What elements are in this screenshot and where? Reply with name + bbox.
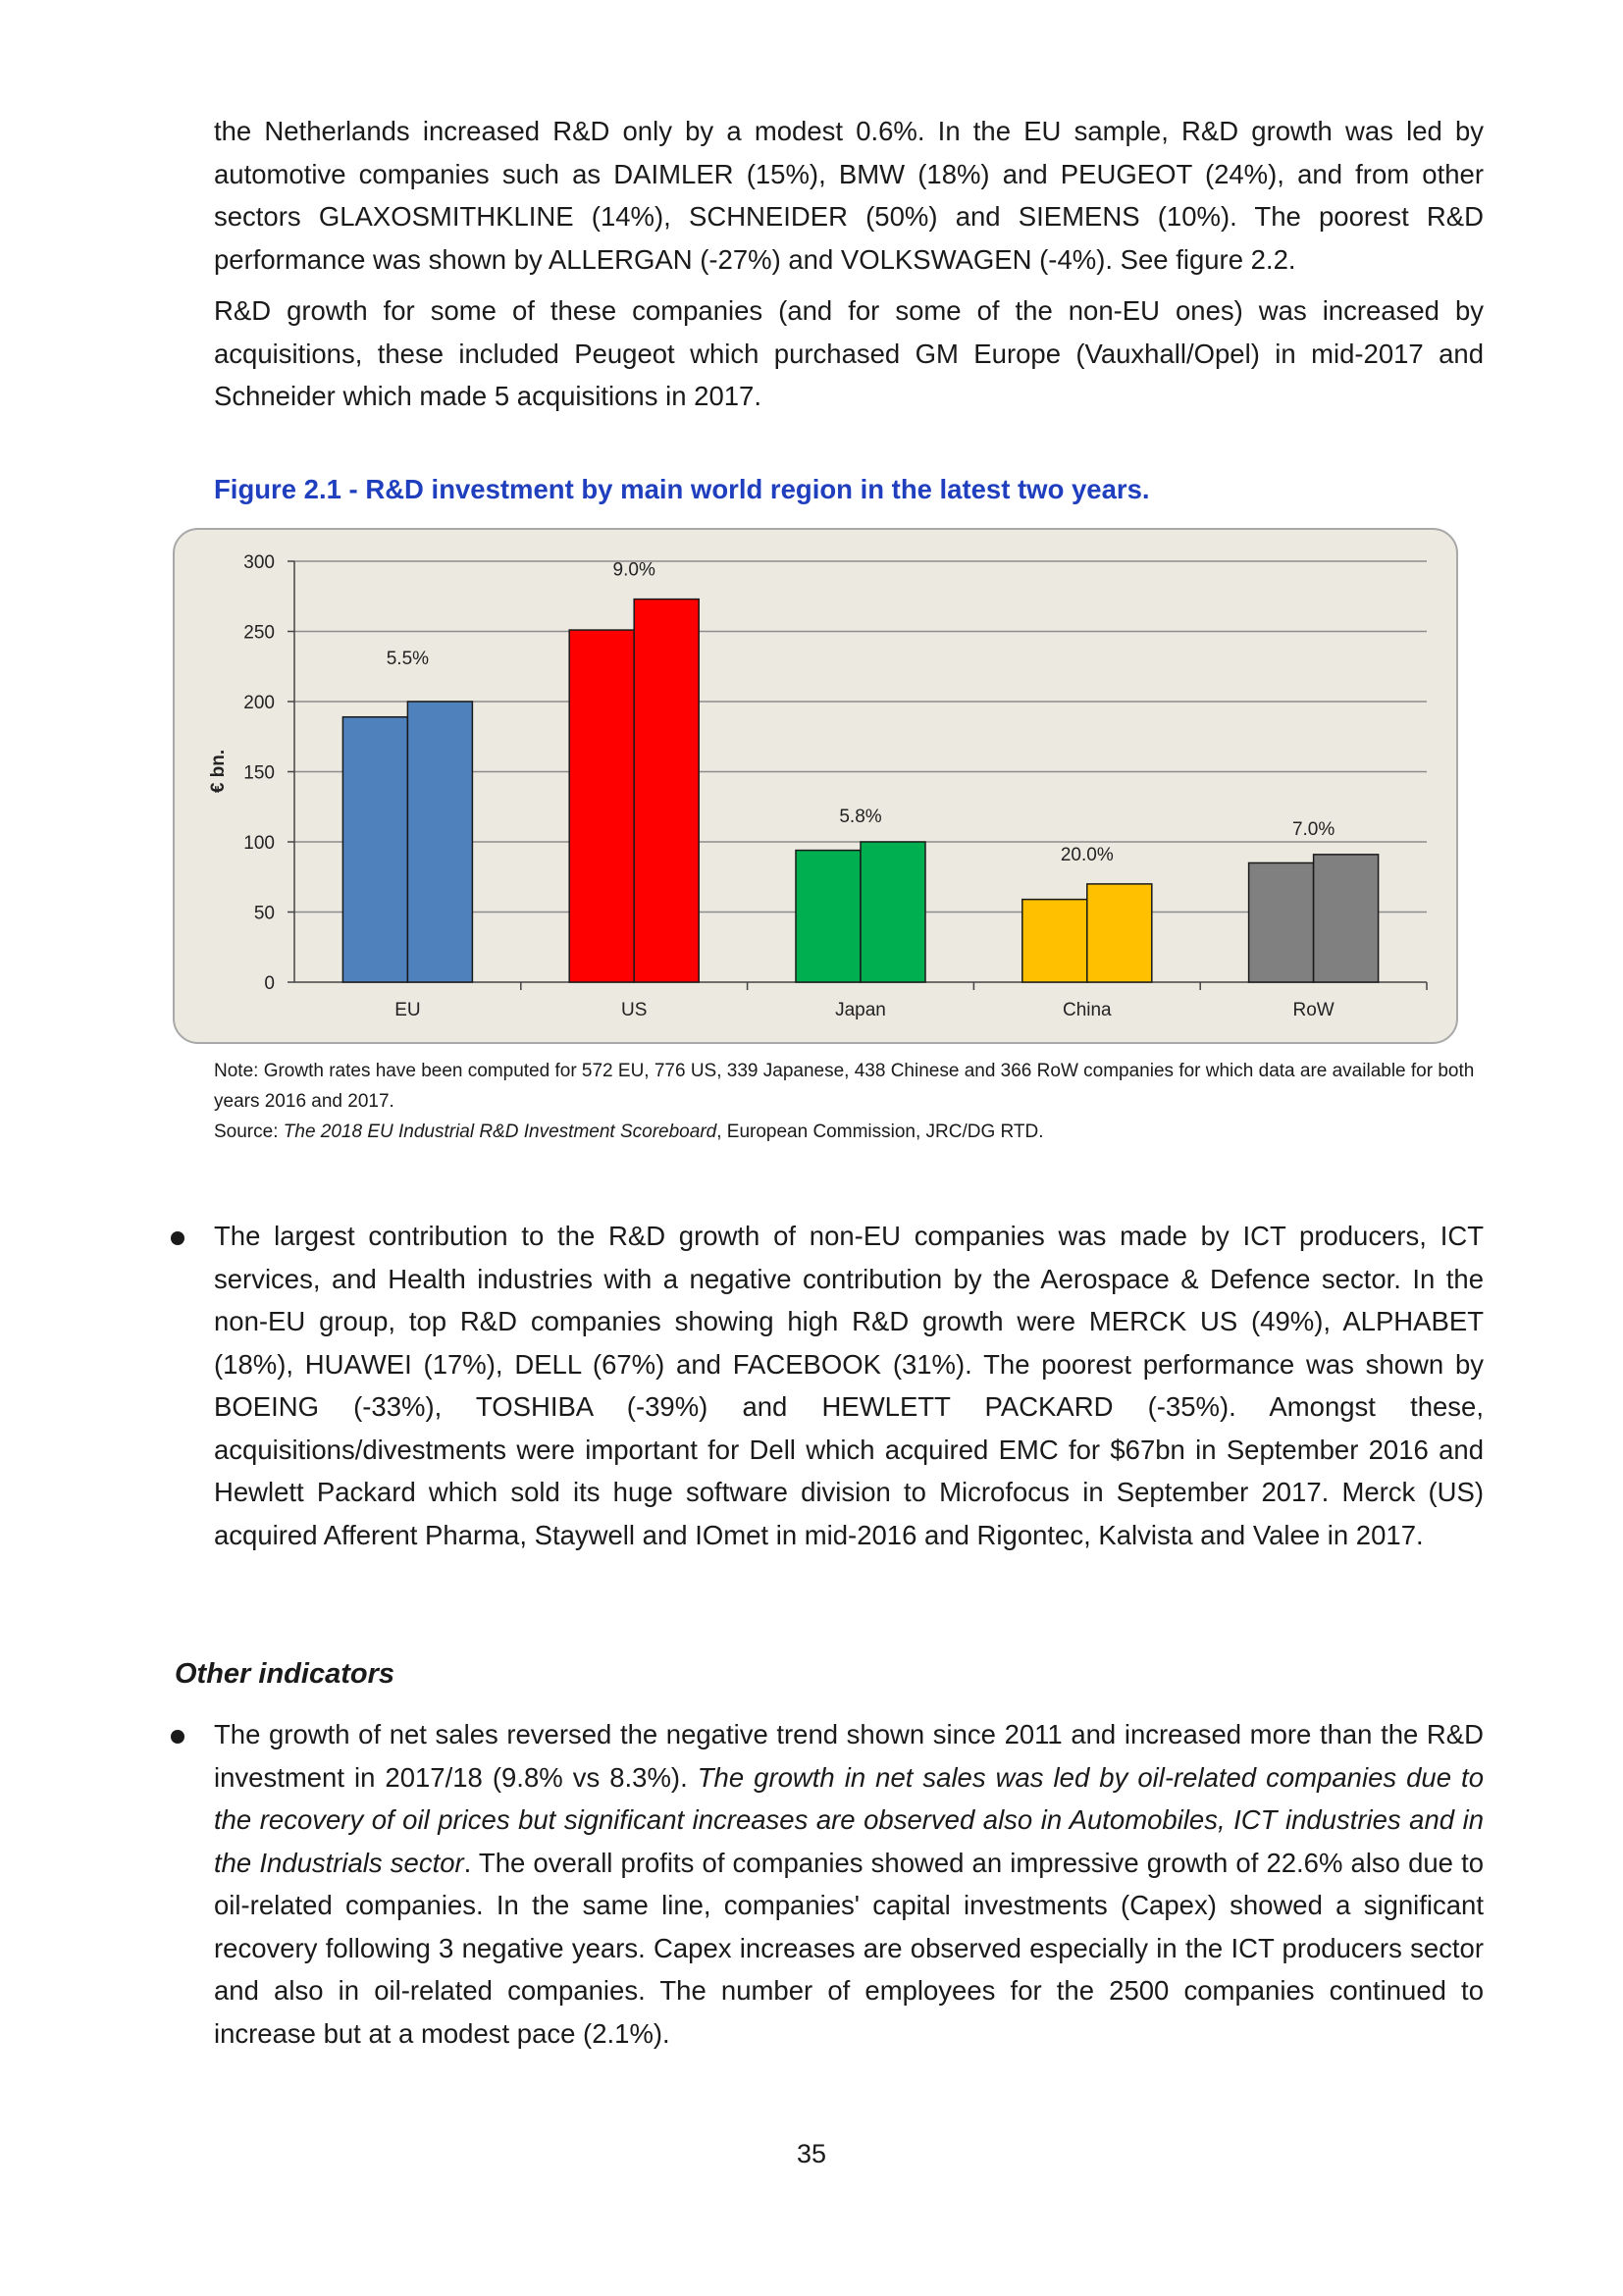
bullet-net-sales — [214, 1713, 1484, 2055]
net-sales-text-2: . The overall profits of companies showed an impressive growth of 22.6% also due to oil-related companies. In the same line, companies' capital investments (Capex) showed a significant recovery following 3 negative years. Capex increases are observed especially in the ICT producers sector and also in oil-related companies. The number of employees for the 2500 companies continued to increase but at a modest pace (2.1%). — [214, 1847, 1485, 2049]
net-sales-text-italic: The growth in net sales was led by oil-related companies due to the recovery of oil prices but significant increases are observed also in Automobiles, ICT industries and in the Industrials sector — [214, 1761, 1484, 1878]
bar-us-2016 — [569, 630, 634, 982]
bar-china-2017 — [1087, 884, 1152, 982]
chart-container — [173, 528, 1458, 1044]
net-sales-text-1: The growth of net sales reversed the negative trend shown since 2011 and increased more than the R&D investment in 2017/18 (9.8% vs 8.3%). — [214, 1719, 1484, 1793]
y-tick-label: 250 — [243, 622, 275, 644]
bullet-marker — [171, 1730, 184, 1744]
figure-caption: Figure 2.1 - R&D investment by main world region in the latest two years. — [214, 474, 1150, 504]
bar-china-2016 — [1022, 900, 1087, 982]
growth-label-china: 20.0% — [1060, 844, 1114, 865]
growth-label-us: 9.0% — [612, 559, 655, 581]
bar-eu-2017 — [407, 702, 472, 982]
x-tick-label: EU — [394, 1000, 421, 1020]
bar-japan-2017 — [861, 842, 925, 982]
bar-japan-2016 — [796, 851, 861, 982]
source-prefix: Source: — [214, 1122, 284, 1142]
figure-note: Note: Growth rates have been computed for 572 EU, 776 US, 339 Japanese, 438 Chinese and 366 RoW companies for which data are available for both years 2016 and 2017. — [214, 1061, 1475, 1112]
x-tick-label: US — [620, 1000, 648, 1020]
section-heading-other-indicators: Other indicators — [175, 1658, 394, 1690]
bar-eu-2016 — [342, 717, 407, 982]
bar-chart — [175, 530, 1456, 1042]
y-tick-label: 0 — [264, 973, 275, 994]
y-tick-label: 50 — [253, 903, 275, 924]
paragraph-rd-growth-eu: the Netherlands increased R&D only by a modest 0.6%. In the EU sample, R&D growth was led by automotive companies such as DAIMLER (15%), BMW (18%) and PEUGEOT (24%), and from other sectors GLAXOSMITHKLINE (14%), SCHNEIDER (50%) and SIEMENS (10%). The poorest R&D performance was shown by ALLERGAN (-27%) and VOLKSWAGEN (-4%). See figure 2.2. — [214, 116, 1484, 275]
y-tick-label: 150 — [243, 762, 275, 784]
paragraph-acquisitions: R&D growth for some of these companies (and for some of the non-EU ones) was increased by acquisitions, these included Peugeot which purchased GM Europe (Vauxhall/Opel) in mid-2017 and Schneider which made 5 acquisitions in 2017. — [214, 295, 1484, 411]
bar-row-2016 — [1249, 862, 1314, 982]
source-title: The 2018 EU Industrial R&D Investment Scoreboard — [283, 1122, 717, 1142]
x-tick-label: China — [1062, 1000, 1112, 1020]
figure-source — [214, 1117, 1480, 1147]
x-tick-label: Japan — [835, 1000, 886, 1020]
y-axis-label: € bn. — [208, 749, 229, 794]
bullet-non-eu-growth: The largest contribution to the R&D growth of non-EU companies was made by ICT producers, ICT services, and Health industries with a negative contribution by the Aerospace & Defence sector. In the non-EU group, top R&D companies showing high R&D growth were MERCK US (49%), ALPHABET (18%), HUAWEI (17%), DELL (67%) and FACEBOOK (31%). The poorest performance was shown by BOEING (-33%), TOSHIBA (-39%) and HEWLETT PACKARD (-35%). Amongst these, acquisitions/divestments were important for Dell which acquired EMC for $67bn in September 2016 and Hewlett Packard which sold its huge software division to Microfocus in September 2017. Merck (US) acquired Afferent Pharma, Staywell and IOmet in mid-2016 and Rigontec, Kalvista and Valee in 2017. — [214, 1221, 1484, 1550]
page-number: 35 — [796, 2139, 827, 2168]
y-tick-label: 200 — [243, 693, 275, 713]
bullet-marker — [171, 1231, 184, 1245]
growth-label-japan: 5.8% — [839, 807, 882, 827]
y-tick-label: 300 — [243, 552, 275, 573]
y-tick-label: 100 — [243, 833, 275, 854]
bar-us-2017 — [634, 600, 699, 982]
x-tick-label: RoW — [1292, 1000, 1335, 1020]
growth-label-row: 7.0% — [1291, 818, 1335, 840]
growth-label-eu: 5.5% — [386, 649, 430, 669]
bar-row-2017 — [1314, 855, 1379, 982]
source-suffix: , European Commission, JRC/DG RTD. — [716, 1122, 1044, 1142]
